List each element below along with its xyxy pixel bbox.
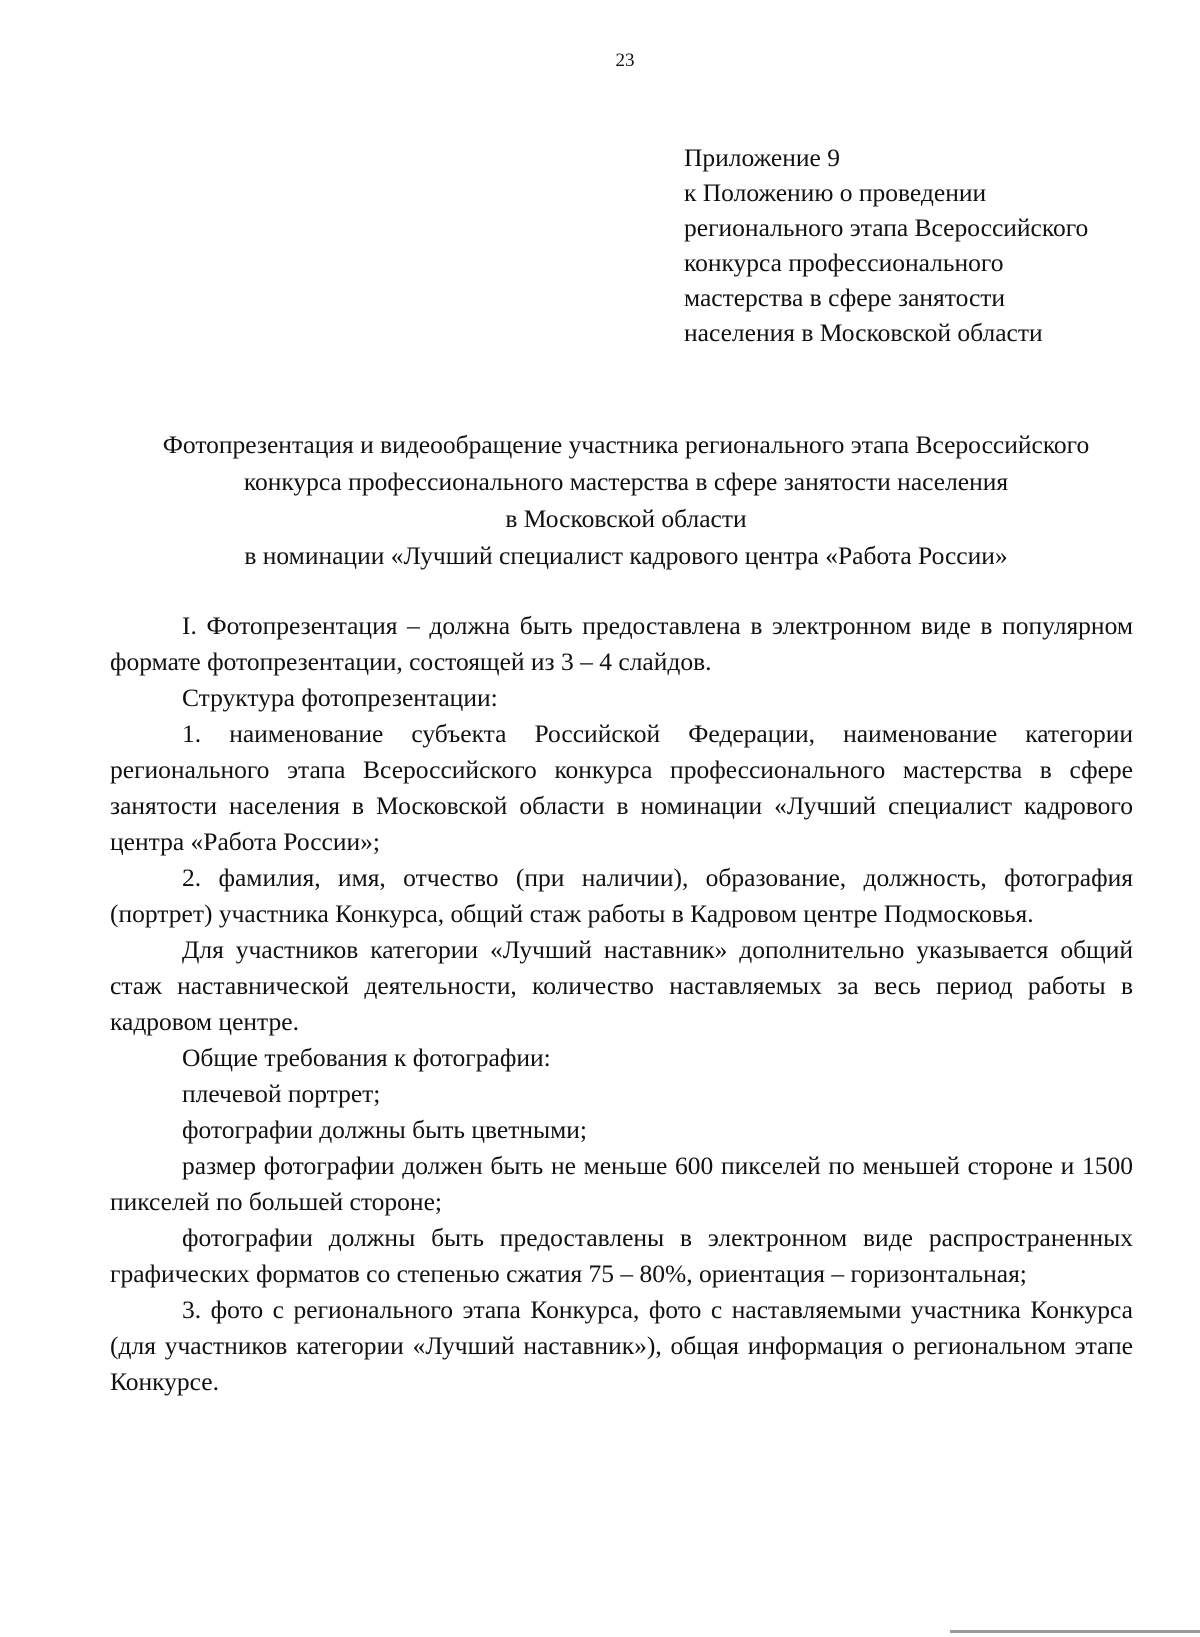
appendix-line: к Положению о проведении (684, 178, 987, 207)
paragraph-item-2: 2. фамилия, имя, отчество (при наличии), образование, должность, фотография (портрет) участника Конкурса, общий стаж работы в Кадровом центре Подмосковья. (110, 863, 1133, 928)
document-title (100, 426, 1152, 574)
appendix-line: регионального этапа Всероссийского (684, 213, 1089, 242)
document-body (110, 608, 1133, 1400)
title-line: в Московской области (505, 504, 747, 533)
paragraph-requirement-color: фотографии должны быть цветными; (182, 1115, 587, 1144)
title-line: в номинации «Лучший специалист кадрового центра «Работа России» (244, 541, 1008, 570)
paragraph-requirement-portrait: плечевой портрет; (182, 1079, 381, 1108)
paragraph-structure-heading: Структура фотопрезентации: (182, 683, 498, 712)
appendix-line: Приложение 9 (684, 143, 840, 172)
page-number: 23 (615, 50, 635, 71)
paragraph-item-1: 1. наименование субъекта Российской Федерации, наименование категории регионального этапа Всероссийского конкурса профессионального мастерства в сфере занятости населения в Московской области в номинации «Лучший специалист кадрового центра «Работа России»; (110, 719, 1133, 856)
appendix-line: мастерства в сфере занятости (684, 283, 1006, 312)
appendix-line: конкурса профессионального (684, 248, 1004, 277)
paragraph-photo-presentation: I. Фотопрезентация – должна быть предоставлена в электронном виде в популярном формате фотопрезентации, состоящей из 3 – 4 слайдов. (110, 611, 1133, 676)
paragraph-mentor-note: Для участников категории «Лучший наставник» дополнительно указывается общий стаж наставнической деятельности, количество наставляемых за весь период работы в кадровом центре. (110, 935, 1133, 1036)
appendix-header (684, 140, 1088, 350)
paragraph-requirement-size: размер фотографии должен быть не меньше 600 пикселей по меньшей стороне и 1500 пикселей по большей стороне; (110, 1151, 1133, 1216)
paragraph-photo-requirements-heading: Общие требования к фотографии: (182, 1043, 551, 1072)
scan-edge-mark (950, 1630, 1200, 1633)
appendix-line: населения в Московской области (684, 318, 1043, 347)
paragraph-item-3: 3. фото с регионального этапа Конкурса, фото с наставляемыми участника Конкурса (для участников категории «Лучший наставник»), общая информация о региональном этапе Конкурсе. (110, 1295, 1133, 1396)
title-line: конкурса профессионального мастерства в сфере занятости населения (243, 467, 1009, 496)
paragraph-requirement-format: фотографии должны быть предоставлены в электронном виде распространенных графических форматов со степенью сжатия 75 – 80%, ориентация – горизонтальная; (110, 1223, 1133, 1288)
title-line: Фотопрезентация и видеообращение участника регионального этапа Всероссийского (162, 430, 1090, 459)
